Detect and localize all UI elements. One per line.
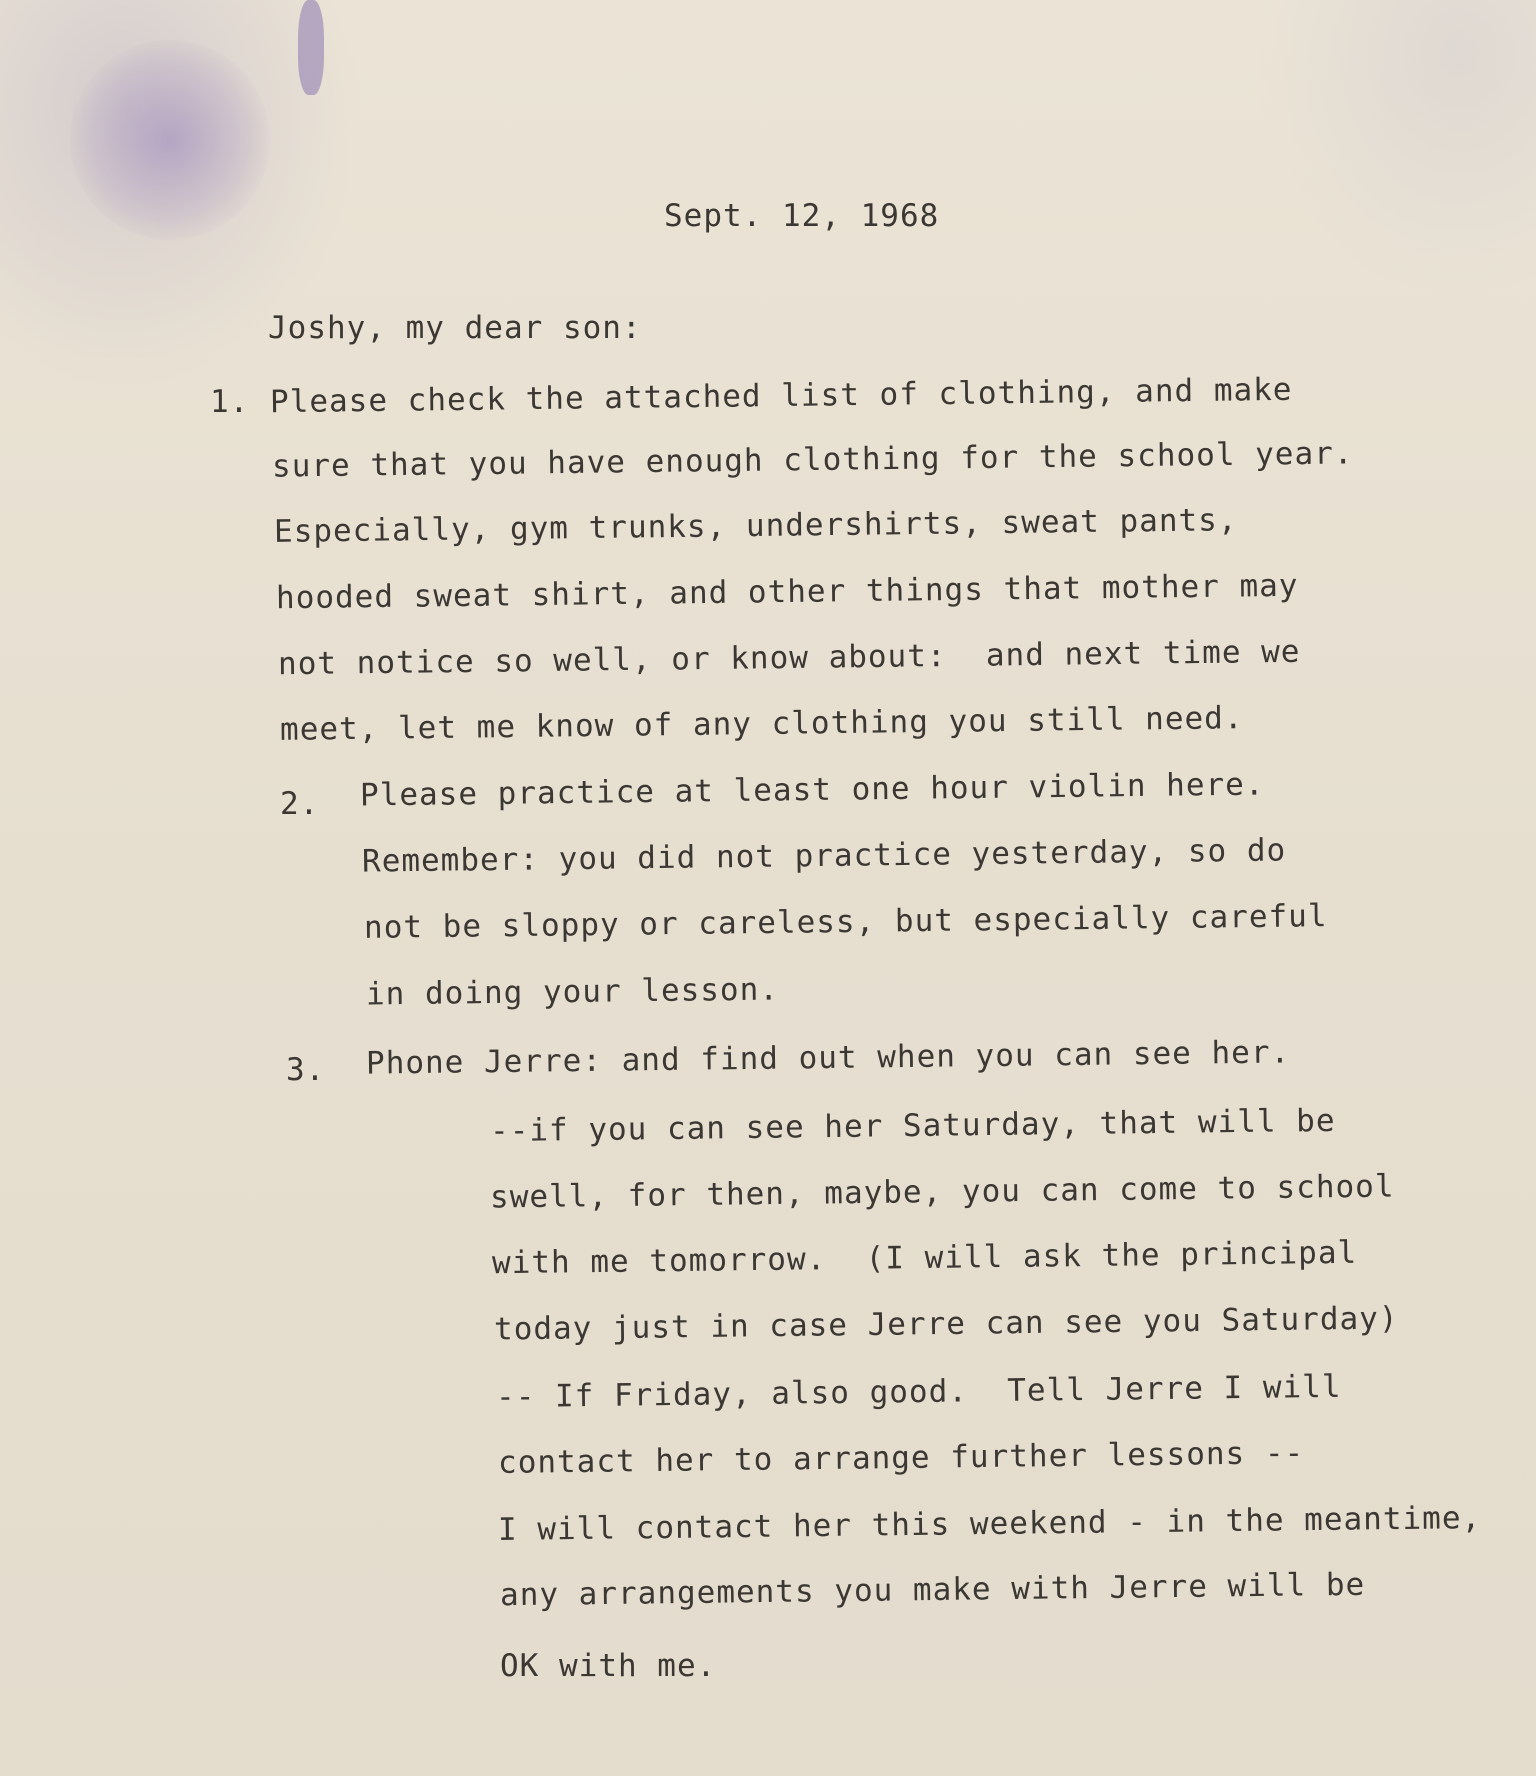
item-1-number: 1.	[210, 384, 250, 420]
item-3-number: 3.	[286, 1052, 326, 1088]
ink-mark	[298, 0, 324, 95]
item-3-line: any arrangements you make with Jerre will be	[499, 1566, 1366, 1614]
item-3-line: with me tomorrow. (I will ask the principal	[491, 1234, 1358, 1282]
item-3-line: today just in case Jerre can see you Saturday)	[493, 1300, 1399, 1348]
item-1-line: hooded sweat shirt, and other things that mother may	[275, 567, 1299, 617]
item-3-line: --if you can see her Saturday, that will be	[489, 1102, 1336, 1150]
item-1-line: meet, let me know of any clothing you still need.	[279, 700, 1244, 748]
item-1-line: not notice so well, or know about: and next time we	[277, 633, 1301, 683]
salutation: Joshy, my dear son:	[268, 310, 642, 346]
item-2-line: Please practice at least one hour violin here.	[359, 766, 1265, 814]
item-3-line: contact her to arrange further lessons --	[497, 1435, 1305, 1481]
item-3-line: Phone Jerre: and find out when you can see her.	[365, 1034, 1291, 1082]
item-1-line: Especially, gym trunks, undershirts, sweat pants,	[273, 502, 1238, 550]
item-2-line: not be sloppy or careless, but especially careful	[363, 898, 1328, 946]
item-1-line: Please check the attached list of clothing, and make	[269, 371, 1293, 421]
item-2-line: Remember: you did not practice yesterday, so do	[361, 832, 1287, 880]
item-1-line: sure that you have enough clothing for the school year.	[271, 435, 1354, 485]
item-3-line: -- If Friday, also good. Tell Jerre I will	[495, 1368, 1342, 1416]
ink-stain	[70, 40, 270, 240]
letter-date: Sept. 12, 1968	[664, 198, 940, 234]
item-3-line: I will contact her this weekend - in the meantime,	[497, 1499, 1482, 1549]
item-3-line: swell, for then, maybe, you can come to school	[489, 1168, 1395, 1216]
item-3-line: OK with me.	[500, 1648, 717, 1684]
item-2-number: 2.	[280, 786, 320, 822]
item-2-line: in doing your lesson.	[365, 971, 780, 1013]
